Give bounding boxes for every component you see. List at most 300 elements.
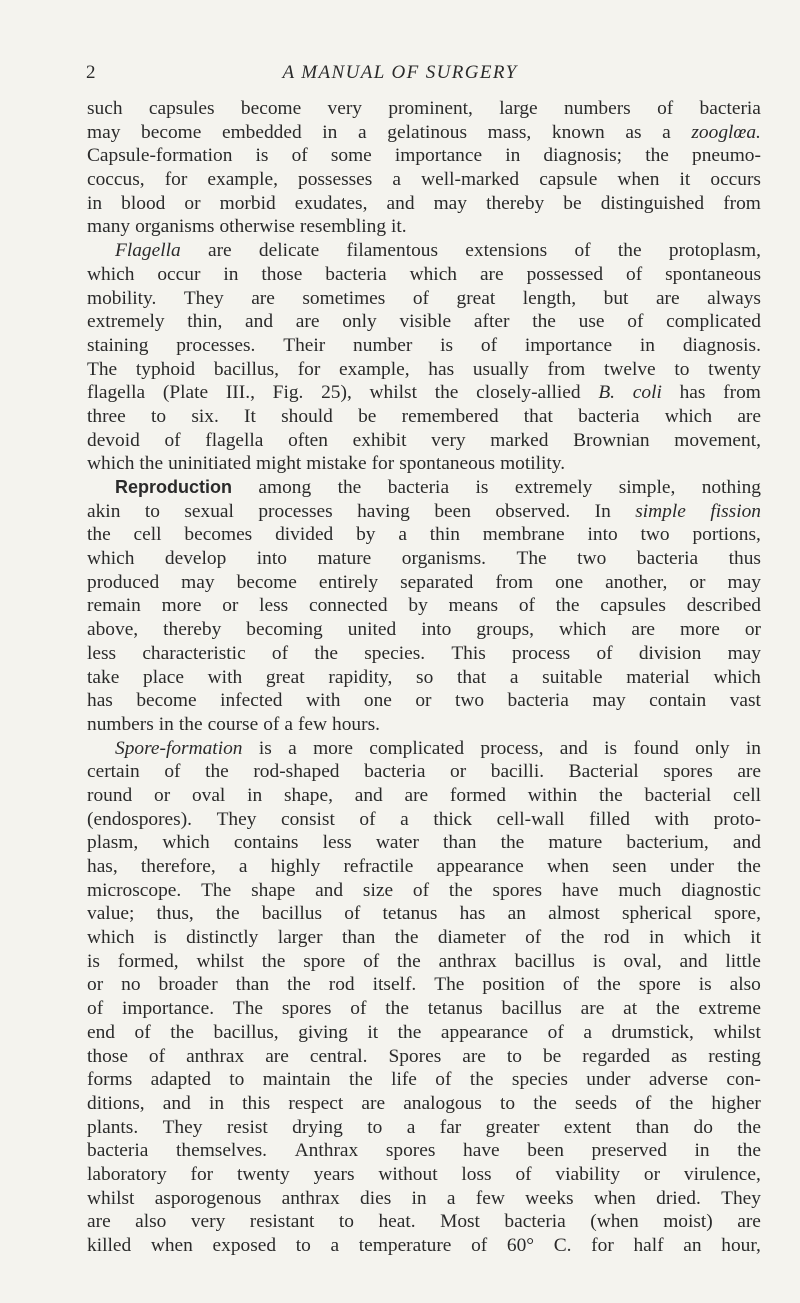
text-line [87,500,761,524]
word: have [463,1140,500,1162]
word: two [640,524,670,546]
word: it [367,1021,379,1043]
word: extremely [87,311,165,333]
word: The [201,879,232,901]
word: twenty [236,1163,290,1185]
word: killed [87,1235,132,1256]
word: no [121,974,141,996]
word: oval, [623,950,662,972]
word: is [440,334,454,356]
text-line [87,594,761,618]
word: the [314,642,339,664]
word: or [154,784,171,806]
text-line [87,1187,761,1211]
word: tetanus [382,903,438,925]
text-line [87,381,761,405]
word: by [356,524,376,546]
word: process, [480,737,544,759]
word: in [648,927,665,949]
word: an [507,903,526,925]
word: so [416,666,434,688]
word: in [158,713,174,735]
word: dies [360,1187,392,1209]
word: central. [309,1045,368,1067]
word: into [421,619,452,641]
word: In [594,500,611,522]
word: whilst [713,1021,761,1043]
word: of [87,998,104,1020]
word: a [392,169,402,191]
word: motility. [500,453,566,475]
word: bacillus [261,903,323,925]
word: They [721,1187,761,1209]
word: after [473,311,510,333]
word: importance [394,145,483,167]
word: under [586,1069,631,1091]
word: plasm, [87,832,139,854]
word: capsule [539,169,598,191]
word: or [643,1163,661,1185]
word: the [560,927,585,949]
word: importance. [121,998,215,1020]
word: than [443,832,477,854]
word: as [671,1045,688,1067]
word: the [178,713,203,735]
word: for [164,169,188,191]
word: possesses [298,169,373,191]
word: This [451,642,486,664]
word: the [737,1140,761,1162]
word: of [263,713,280,735]
word: take [87,666,120,688]
word: whilst [87,1187,135,1209]
word: bacilli. [490,761,545,783]
word: resist [226,1116,268,1138]
word: bacteria [636,548,699,570]
word: preserved [591,1140,667,1162]
word: a [284,713,293,735]
word: delicate [258,240,320,262]
word: are [655,287,680,309]
word: do [693,1116,713,1138]
word: be [563,192,582,214]
word: of [359,808,376,830]
text-line [87,476,761,500]
word: and [732,832,761,854]
word: with [305,690,341,712]
word: portions, [692,524,761,546]
word: only [695,737,730,759]
word: of [596,642,613,664]
word: in [639,334,656,356]
word: closely-allied [476,382,581,404]
word: known [551,121,605,143]
word: analogous [403,1092,482,1114]
word: that [457,666,487,688]
word: be [358,405,377,427]
word: the [385,998,409,1020]
word: infected [220,690,283,712]
word: Flagella [115,240,181,262]
word: of [412,287,429,309]
word: more [680,619,720,641]
word: always [707,287,761,309]
word: may [592,690,626,712]
word: or [184,192,201,214]
word: occur [157,263,201,285]
word: diagnostic [681,879,761,901]
word: the [656,998,680,1020]
word: many [87,216,131,238]
word: spherical [621,903,692,925]
text-line [87,452,761,476]
word: often [288,429,328,451]
word: is [698,974,712,996]
word: flagella [205,429,264,451]
word: when [150,1235,193,1256]
word: suitable [542,666,603,688]
text-line [87,334,761,358]
word: embedded [221,121,302,143]
word: of [480,334,498,356]
word: are [207,240,232,262]
word: Their [283,334,326,356]
word: thus [728,548,761,570]
word: forms [87,1069,133,1091]
word: con- [726,1069,761,1091]
word: has [459,903,486,925]
word: is [258,737,272,759]
word: microscope. [87,879,182,901]
word: into [256,548,287,570]
word: thereby [163,619,222,641]
word: typhoid [135,358,196,380]
word: for [190,1163,214,1185]
word: morbid [219,192,276,214]
word: shape [251,879,296,901]
text-line [87,1234,761,1258]
word: less [322,832,352,854]
word: Brownian [573,429,650,451]
word: may [181,571,215,593]
running-head [0,62,800,86]
text-line [87,97,761,121]
word: a [358,121,367,143]
word: of [525,927,542,949]
word: anthrax [281,1187,340,1209]
word: resistant [249,1211,315,1233]
word: The [87,358,118,380]
word: Spores [388,1045,442,1067]
text-line [87,523,761,547]
word: of [164,761,181,783]
word: or [415,690,432,712]
word: with [207,666,243,688]
word: highly [270,856,321,877]
word: the [261,950,286,972]
word: to [367,1116,383,1138]
word: heat. [378,1211,416,1233]
word: viability [555,1163,621,1185]
word: develop [164,548,227,570]
word: organisms. [401,548,487,570]
word: itself. [372,974,417,996]
word: it [679,169,691,191]
word: a [406,1116,416,1138]
word: the [469,1069,494,1091]
word: which [87,927,135,949]
word: filamentous [346,240,439,262]
word: species. [364,642,426,664]
running-title: A MANUAL OF SURGERY [282,62,518,83]
word: use [578,311,605,333]
word: to [338,1211,354,1233]
text-line [87,168,761,192]
word: 25), [321,382,352,404]
word: drumstick, [611,1021,694,1043]
word: in [247,784,263,806]
text-line [87,1021,761,1045]
text-line [87,1068,761,1092]
word: become [240,98,302,119]
word: mature [317,548,372,570]
word: produced [87,571,160,593]
text-line [87,287,761,311]
word: united [347,619,397,641]
word: 60° [506,1235,535,1256]
word: mature [548,832,603,854]
word: the [349,1069,373,1091]
word: great [456,287,496,309]
word: should [281,405,333,427]
word: twelve [603,358,656,380]
word: to [144,500,160,522]
word: They [162,1116,203,1138]
word: the [434,382,459,404]
word: are [631,619,656,641]
word: in [505,145,521,167]
word: weeks [525,1187,574,1209]
word: example, [339,358,410,380]
word: spores [492,879,543,901]
word: are [462,1045,486,1067]
word: from [723,192,761,214]
word: are [737,761,761,783]
word: end [87,1021,115,1043]
word: bacteria [364,761,426,783]
word: broader [158,974,218,996]
word: proto- [713,808,761,830]
word: of [627,311,644,333]
word: distinctly [186,927,259,949]
text-line [87,950,761,974]
word: B. [598,382,616,404]
word: numbers [87,713,154,735]
word: thus, [156,903,194,925]
word: less [87,642,117,664]
word: possessed [526,263,604,285]
word: size [362,879,394,901]
word: are [251,287,275,309]
word: cell [733,784,761,806]
word: of [515,1163,532,1185]
word: tetanus [427,998,483,1020]
word: process [512,642,571,664]
word: may [433,192,467,214]
word: the [337,477,362,498]
word: flagella [87,382,146,404]
text-line [87,239,761,263]
word: to [506,1045,522,1067]
word: are [737,405,761,427]
word: diameter [437,927,506,949]
word: giving [298,1021,348,1043]
word: resembling [299,216,387,238]
word: the [669,1092,694,1114]
text-line [87,1139,761,1163]
word: by [408,595,428,617]
word: III., [225,382,255,404]
word: of [164,429,181,451]
word: of [547,1021,564,1043]
word: has [679,382,706,404]
word: than [341,927,376,949]
word: those [261,263,303,285]
word: resting [708,1045,761,1067]
word: of [271,642,289,664]
word: species [511,1069,568,1091]
word: Bacterial [568,761,639,783]
word: well-marked [421,169,520,191]
word: might [256,453,302,475]
word: position [482,974,545,996]
word: and [354,784,383,806]
word: which [162,832,210,854]
word: the [170,1021,194,1043]
word: two [454,690,485,712]
word: the [532,311,556,333]
text-line [87,310,761,334]
word: is [592,950,606,972]
word: coli [632,382,662,404]
word: the [533,1092,557,1114]
word: in [223,263,239,285]
word: has [87,690,113,712]
word: bacillus [501,998,562,1020]
text-line [87,1116,761,1140]
word: bacillus, [213,1021,279,1043]
word: have [561,879,599,901]
text-line [87,1163,761,1187]
word: diagnosis. [682,334,761,356]
word: may [727,642,761,664]
word: those [87,1045,128,1067]
word: The [434,974,465,996]
word: of [635,1092,652,1114]
word: from [495,571,534,593]
word: simple [635,500,686,522]
body-text [87,97,761,1258]
word: importance [524,334,613,356]
word: themselves. [176,1140,268,1162]
word: (Plate [162,382,209,404]
word: virulence, [683,1163,761,1185]
word: certain [87,761,140,783]
word: bacterial [644,784,712,806]
word: but [603,287,629,309]
word: become [136,690,197,712]
word: one [555,571,584,593]
word: They [216,808,257,830]
word: above, [87,619,139,641]
word: almost [548,903,600,925]
word: to [295,1235,311,1256]
word: example, [207,169,278,191]
word: great [265,666,305,688]
word: Fig. [272,382,304,404]
word: few [297,713,328,735]
word: spores [385,1140,436,1162]
word: capsules [148,98,215,119]
page-number: 2 [86,62,96,83]
text-line [87,121,761,145]
word: are [361,1092,386,1114]
word: the [397,950,421,972]
word: spore [638,974,681,996]
word: asporogenous [154,1187,262,1209]
word: which [87,263,135,285]
word: formed, [117,950,179,972]
word: usually [472,358,529,380]
word: without [378,1163,438,1185]
word: a [446,1187,456,1209]
word: to [151,405,167,427]
word: when [593,1187,636,1209]
word: to [499,1092,516,1114]
word: another, [605,571,668,593]
word: which [664,405,713,427]
word: entirely [318,571,379,593]
word: or [744,619,761,641]
word: protoplasm, [668,240,761,262]
word: the [555,595,580,617]
word: of [344,903,361,925]
word: bacteria [507,690,569,712]
word: three [87,405,126,427]
text-line [87,760,761,784]
word: when [546,856,589,877]
word: are [479,263,504,285]
word: also [135,1211,167,1233]
word: of [657,98,674,119]
word: of [350,998,367,1020]
word: divided [275,524,334,546]
word: round [87,784,133,806]
word: Anthrax [294,1140,359,1162]
text-line [87,192,761,216]
word: it [750,927,761,949]
word: and [386,192,415,214]
word: are [265,1045,289,1067]
word: for [591,1235,614,1256]
text-line [87,689,761,713]
word: from [723,382,761,404]
word: of [574,240,591,262]
text-line [87,263,761,287]
text-line [87,808,761,832]
word: blood [121,192,166,214]
word: in [87,192,103,214]
